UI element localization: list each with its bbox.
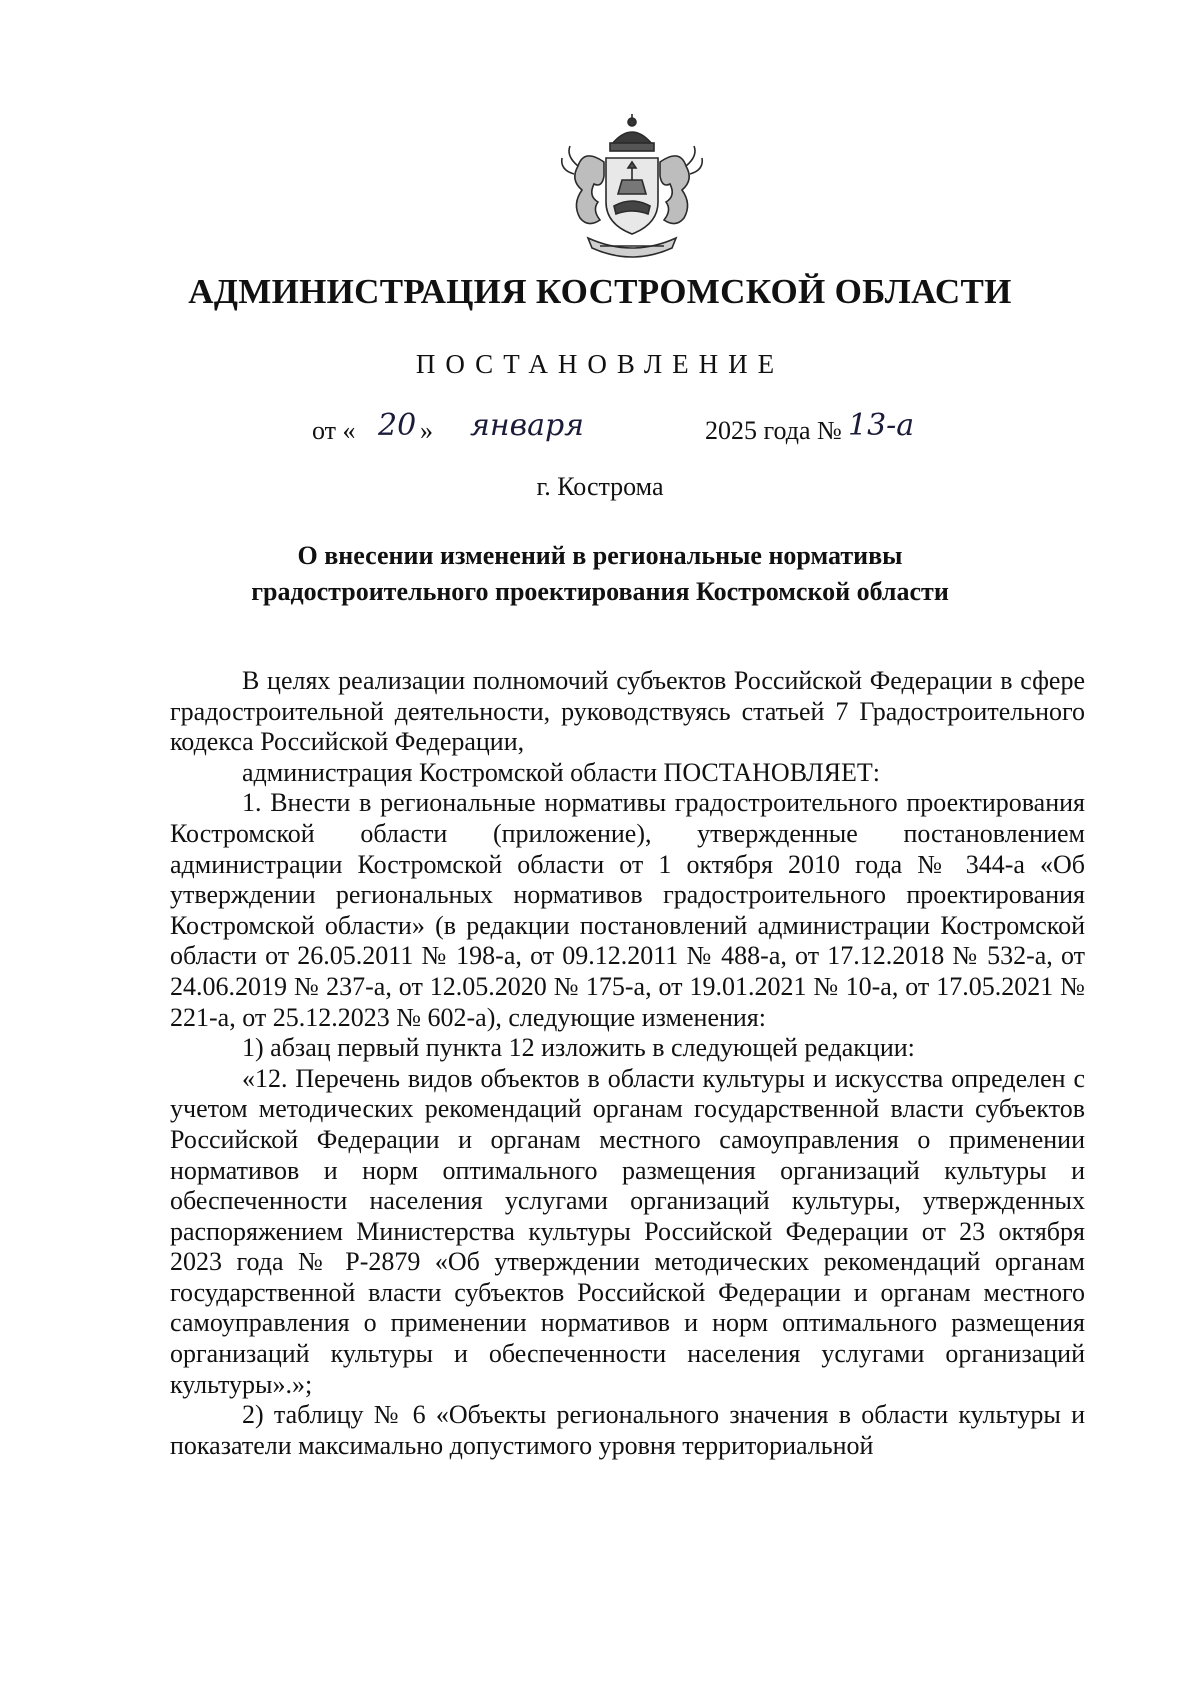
- document-subject: [200, 538, 1000, 610]
- paragraph-resolves: администрация Костромской области ПОСТАНОВЛЯЕТ:: [242, 757, 881, 787]
- handwritten-day: 20: [378, 408, 417, 443]
- date-line: [0, 408, 1200, 458]
- city: г. Кострома: [536, 472, 664, 501]
- handwritten-month: января: [470, 408, 585, 443]
- paragraph-item-1: 1. Внести в региональные нормативы градостроительного проектирования Костромской области (приложение), утвержденные постановлением администрации Костромской области от 1 октября 2010 года № 344-а «Об утверждении региональных нормативов градостроительного проектирования Костромской области» (в редакции постановлений администрации Костромской области от 26.05.2011 № 198-а, от 09.12.2011 № 488-а, от 17.12.2018 № 532-а, от 24.06.2019 № 237-а, от 12.05.2020 № 175-а, от 19.01.2021 № 10-а, от 17.05.2021 № 221-а, от 25.12.2023 № 602-а), следующие изменения:: [170, 788, 1085, 1032]
- organization-title: АДМИНИСТРАЦИЯ КОСТРОМСКОЙ ОБЛАСТИ: [188, 272, 1012, 311]
- date-day-close: »: [420, 416, 433, 445]
- date-prefix: от «: [312, 416, 356, 445]
- subject-line-2: градостроительного проектирования Костромской области: [251, 577, 949, 606]
- document-type: ПОСТАНОВЛЕНИЕ: [415, 349, 785, 379]
- paragraph-subitem-2: 2) таблицу № 6 «Объекты регионального значения в области культуры и показатели максимально допустимого уровня территориальной: [170, 1400, 1085, 1460]
- paragraph-subitem-1: 1) абзац первый пункта 12 изложить в следующей редакции:: [242, 1033, 915, 1063]
- paragraph-quoted-12: «12. Перечень видов объектов в области культуры и искусства определен с учетом методических рекомендаций органам государственной власти субъектов Российской Федерации и органам местного самоуправления о применении нормативов и норм оптимального размещения организаций культуры и обеспеченности населения услугами организаций культуры, утвержденных распоряжением Министерства культуры Российской Федерации от 23 октября 2023 года № Р-2879 «Об утверждении методических рекомендаций органам государственной власти субъектов Российской Федерации и органам местного самоуправления о применении нормативов и норм оптимального размещения организаций культуры и обеспеченности населения услугами организаций культуры».»;: [170, 1063, 1085, 1399]
- date-year-text: 2025 года №: [705, 416, 842, 445]
- paragraph-preamble: В целях реализации полномочий субъектов Российской Федерации в сфере градостроительной деятельности, руководствуясь статьей 7 Градостроительного кодекса Российской Федерации,: [170, 666, 1085, 757]
- document-body: [170, 666, 1085, 1461]
- subject-line-1: О внесении изменений в региональные нормативы: [297, 541, 903, 570]
- handwritten-number: 13-а: [848, 408, 915, 443]
- coat-of-arms-icon: [548, 110, 716, 270]
